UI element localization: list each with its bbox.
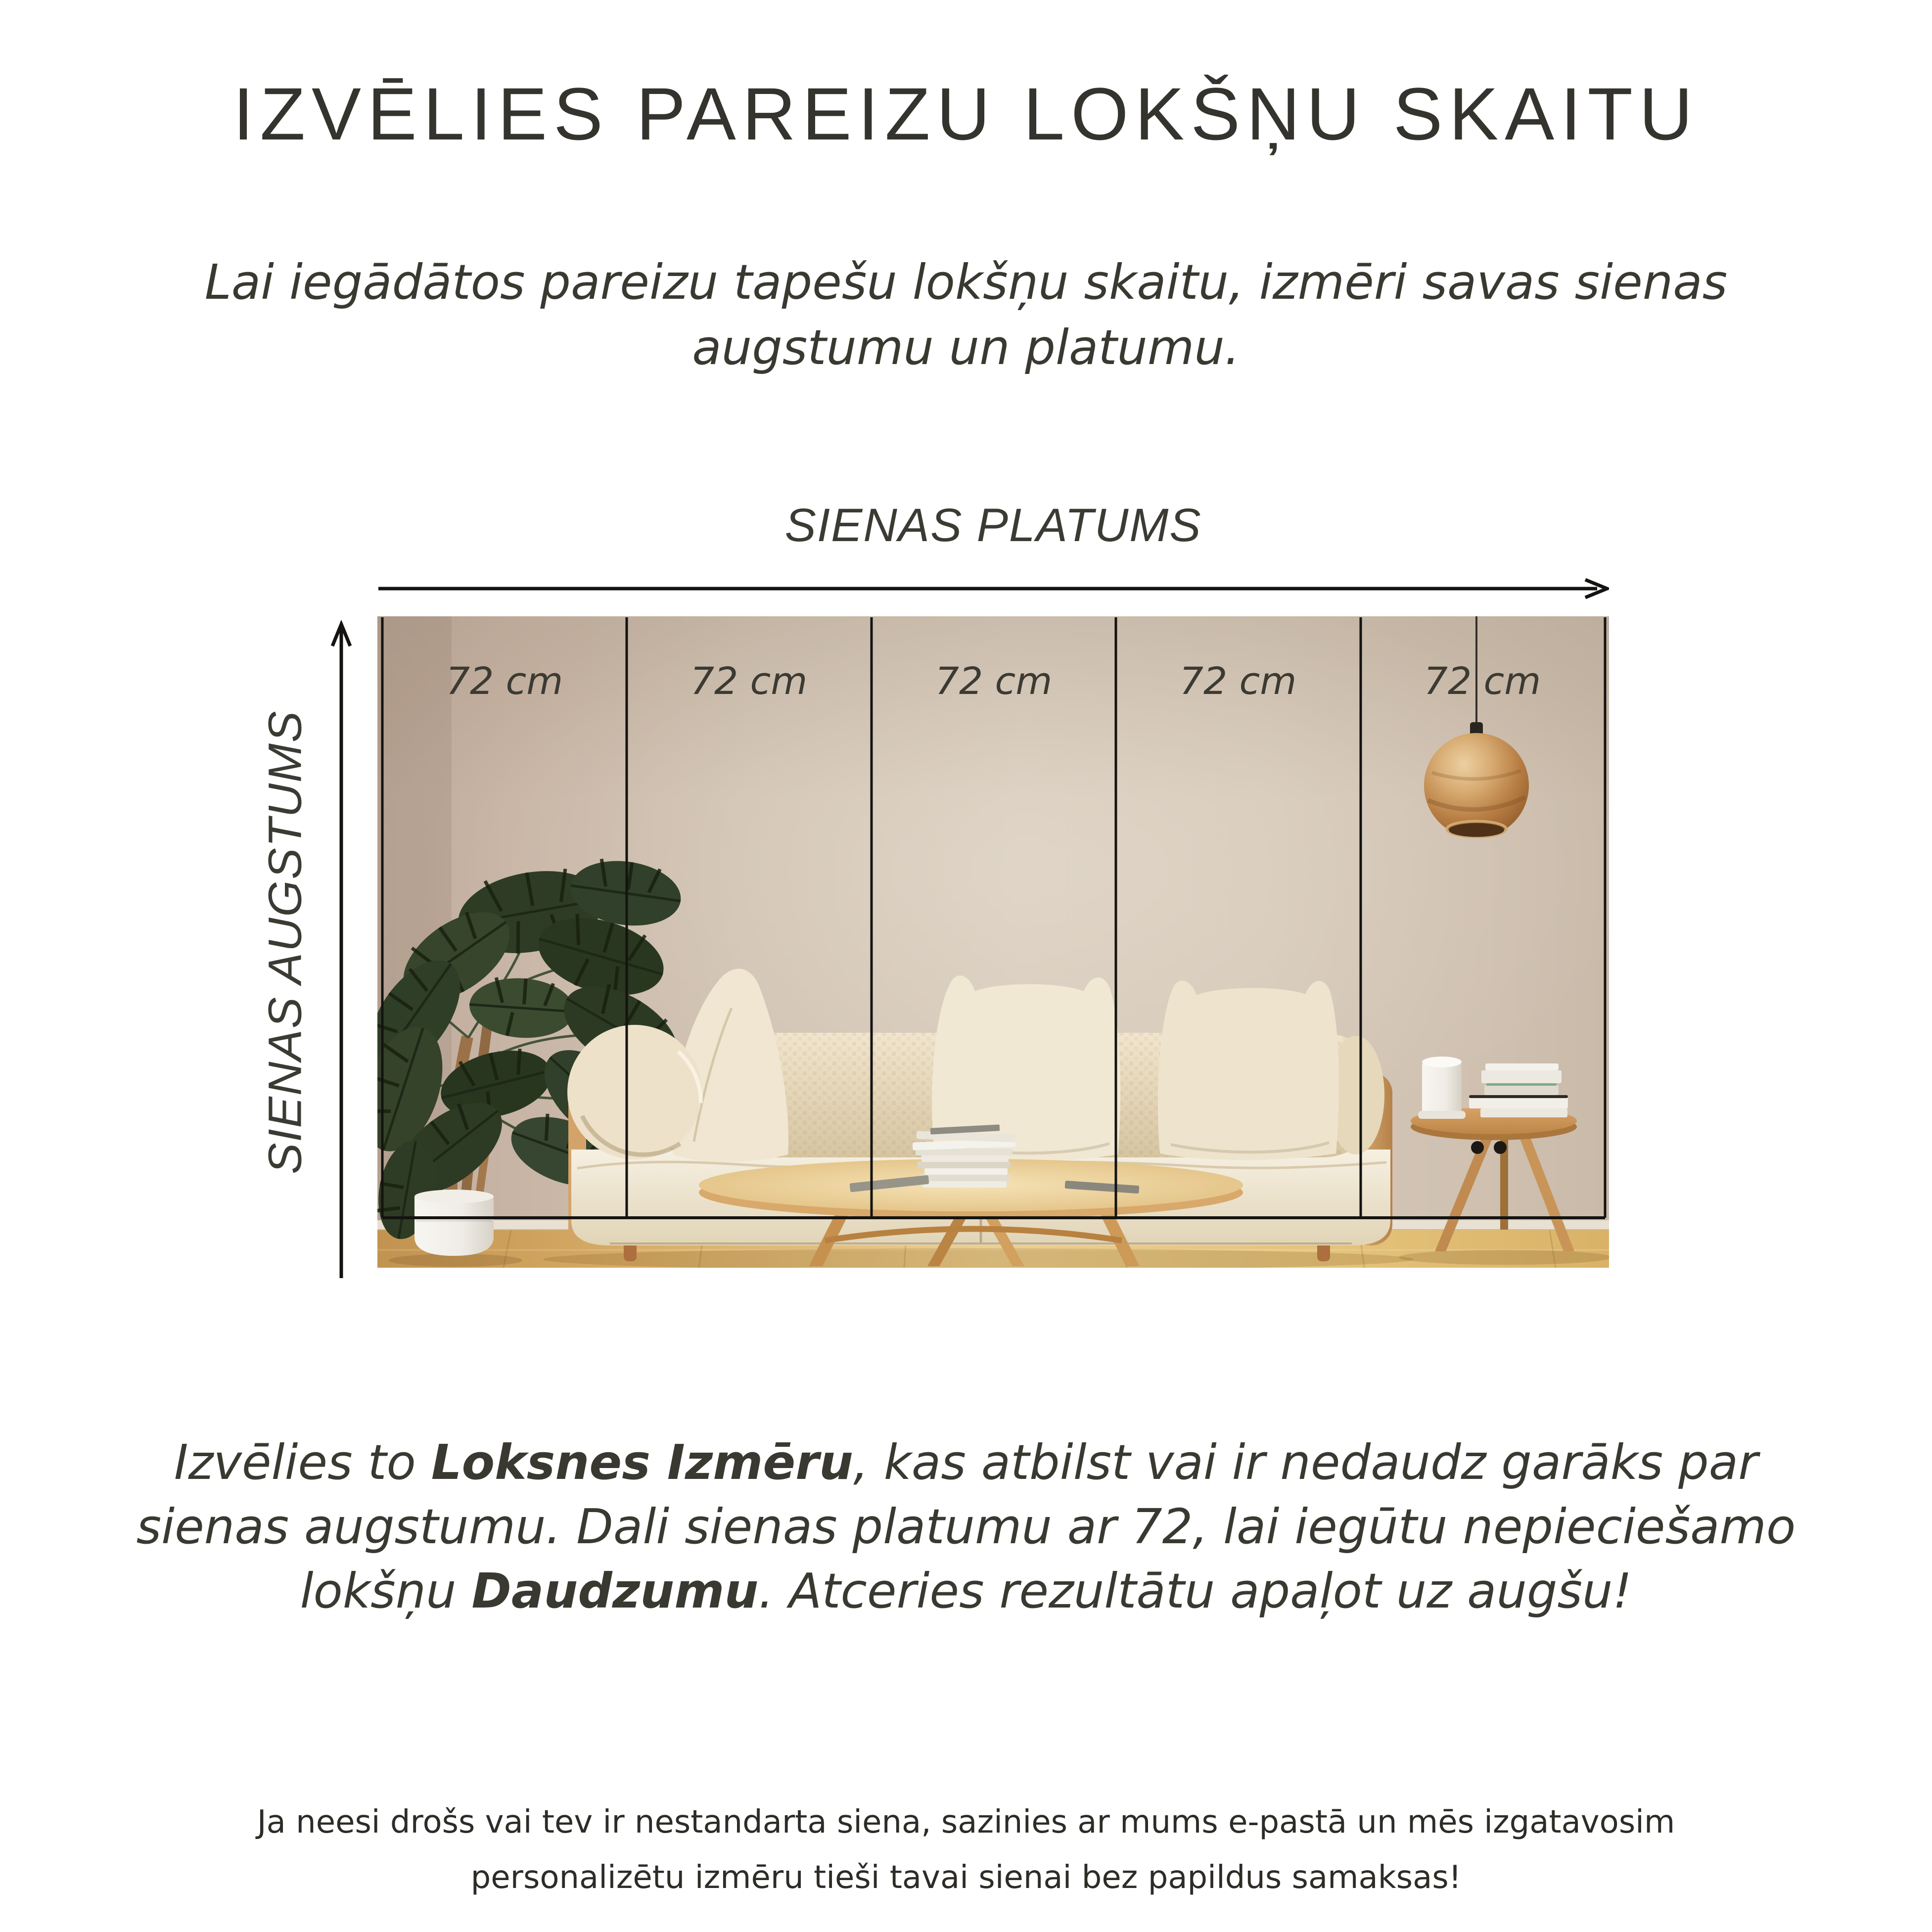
side-table-shadow: [1399, 1250, 1609, 1265]
sheet-width-label: 72 cm: [1424, 659, 1541, 703]
plant-pot: [414, 1190, 494, 1256]
footer-line-2: personalizētu izmēru tieši tavai sienai bez papildus samaksas!: [470, 1859, 1462, 1896]
footer-line-1: Ja neesi drošs vai tev ir nestandarta siena, sazinies ar mums e-pastā un mēs izgatavosim: [257, 1804, 1675, 1840]
height-axis-label: SIENAS AUGSTUMS: [259, 710, 312, 1174]
width-axis-arrow: [377, 577, 1609, 600]
sheet-width-label: 72 cm: [446, 659, 563, 703]
instructions-paragraph: [0, 1430, 1932, 1623]
instructions-line-1: Izvēlies to Loksnes Izmēru, kas atbilst vai ir nedaudz garāks par: [174, 1434, 1758, 1490]
width-axis-label: SIENAS PLATUMS: [784, 499, 1202, 552]
square-pillow: [1158, 981, 1339, 1160]
page-title: IZVĒLIES PAREIZU LOKŠŅU SKAITU: [233, 72, 1699, 155]
subtitle-line-2: augstumu un platumu.: [692, 320, 1240, 375]
sheet-width-label: 72 cm: [935, 659, 1053, 703]
quantity-term: Daudzumu: [471, 1563, 759, 1619]
sheet-width-label: 72 cm: [690, 659, 808, 703]
instructions-line-2: sienas augstumu. Dali sienas platumu ar 72, lai iegūtu nepieciešamo: [136, 1499, 1796, 1555]
room-photo: [377, 616, 1609, 1268]
subtitle-line-1: Lai iegādātos pareizu tapešu lokšņu skaitu, izmēri savas sienas: [204, 254, 1728, 310]
round-cushion: [567, 1025, 702, 1159]
sheet-width-label: 72 cm: [1179, 659, 1297, 703]
candle-holder: [1418, 1057, 1466, 1119]
footer-note: [0, 1794, 1932, 1905]
instructions-line-3: lokšņu Daudzumu. Atceries rezultātu apaļot uz augšu!: [300, 1563, 1632, 1619]
subtitle: [0, 250, 1932, 380]
height-axis-arrow: [328, 620, 354, 1281]
sheet-size-term: Loksnes Izmēru: [431, 1434, 854, 1490]
living-room-illustration: [377, 616, 1609, 1268]
